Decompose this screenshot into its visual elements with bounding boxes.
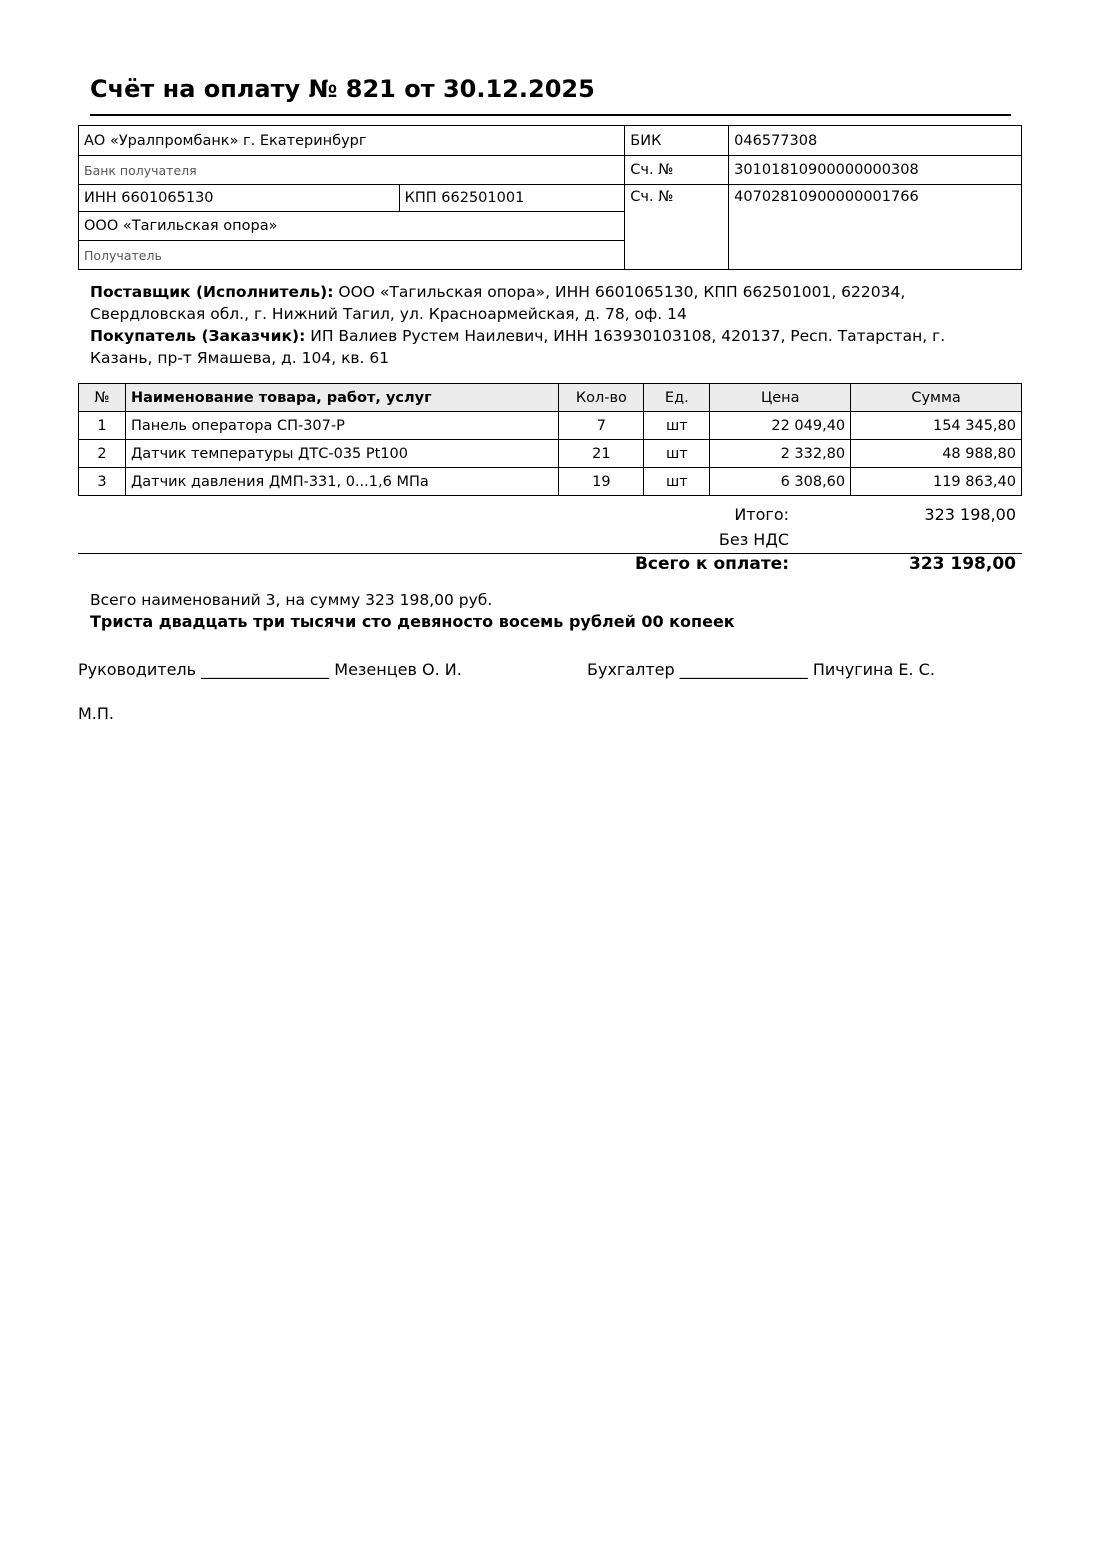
col-header-sum: Сумма [851,384,1022,412]
bank-details-table [78,125,1022,270]
amount-in-words: Триста двадцать три тысячи сто девяносто восемь рублей 00 копеек [90,612,735,631]
accountant-label: Бухгалтер [587,660,675,679]
total-label: Всего к оплате: [634,554,789,574]
recipient-name: ООО «Тагильская опора» [79,212,625,241]
subtotal-value: 323 198,00 [924,505,1016,524]
row-num: 2 [79,440,126,468]
row-price: 22 049,40 [710,412,851,440]
supplier-label: Поставщик (Исполнитель): [90,283,334,301]
recipient-caption: Получатель [79,241,625,270]
kpp-value: КПП 662501001 [399,185,625,212]
row-name: Датчик давления ДМП-331, 0...1,6 МПа [125,468,558,496]
row-num: 1 [79,412,126,440]
account-value: 40702810900000001766 [729,185,1022,270]
table-row [79,412,1022,440]
col-header-num: № [79,384,126,412]
row-price: 2 332,80 [710,440,851,468]
bik-value: 046577308 [729,126,1022,156]
items-header-row [79,384,1022,412]
row-sum: 119 863,40 [851,468,1022,496]
items-table [78,383,1022,496]
accountant-signature [587,660,935,679]
col-header-name: Наименование товара, работ, услуг [125,384,558,412]
row-sum: 154 345,80 [851,412,1022,440]
table-row [79,440,1022,468]
bik-label: БИК [625,126,729,156]
corr-account-label: Сч. № [625,156,729,185]
table-row [79,468,1022,496]
bank-caption: Банк получателя [79,156,625,185]
totals-block [78,505,1022,555]
items-count-line: Всего наименований 3, на сумму 323 198,00 руб. [90,591,493,609]
buyer-line [90,326,990,369]
account-label: Сч. № [625,185,729,270]
stamp-place: М.П. [78,704,115,723]
accountant-name: Пичугина Е. С. [812,660,935,679]
row-qty: 21 [559,440,644,468]
row-name: Панель оператора СП-307-Р [125,412,558,440]
title-divider [90,114,1011,116]
subtotal-row [78,505,1022,530]
director-name: Мезенцев О. И. [334,660,462,679]
bank-name: АО «Уралпромбанк» г. Екатеринбург [79,126,625,156]
subtotal-label: Итого: [734,505,789,524]
vat-row [78,530,1022,555]
total-value: 323 198,00 [908,554,1016,574]
row-name: Датчик температуры ДТС-035 Pt100 [125,440,558,468]
buyer-label: Покупатель (Заказчик): [90,327,306,345]
row-sum: 48 988,80 [851,440,1022,468]
row-unit: шт [644,440,710,468]
row-unit: шт [644,412,710,440]
vat-label: Без НДС [718,530,789,549]
col-header-price: Цена [710,384,851,412]
row-unit: шт [644,468,710,496]
row-price: 6 308,60 [710,468,851,496]
col-header-unit: Ед. [644,384,710,412]
row-qty: 19 [559,468,644,496]
supplier-details: ООО «Тагильская опора», ИНН 6601065130, КПП 662501001, 622034, Свердловская обл., г. Нижний Тагил, ул. Красноармейская, д. 78, оф. 14 [90,283,906,323]
row-qty: 7 [559,412,644,440]
supplier-line [90,282,990,325]
corr-account-value: 30101810900000000308 [729,156,1022,185]
row-num: 3 [79,468,126,496]
director-signature-line: ________________ [201,660,330,679]
accountant-signature-line: ________________ [679,660,808,679]
col-header-qty: Кол-во [559,384,644,412]
summary-block [90,590,735,632]
buyer-details: ИП Валиев Рустем Наилевич, ИНН 163930103108, 420137, Респ. Татарстан, г. Казань, пр-т Ямашева, д. 104, кв. 61 [90,327,946,367]
director-signature [78,660,462,679]
inn-value: ИНН 6601065130 [79,185,400,212]
page-title: Счёт на оплату № 821 от 30.12.2025 [90,75,595,103]
parties-block [90,282,990,370]
total-row [78,554,1022,580]
director-label: Руководитель [78,660,197,679]
